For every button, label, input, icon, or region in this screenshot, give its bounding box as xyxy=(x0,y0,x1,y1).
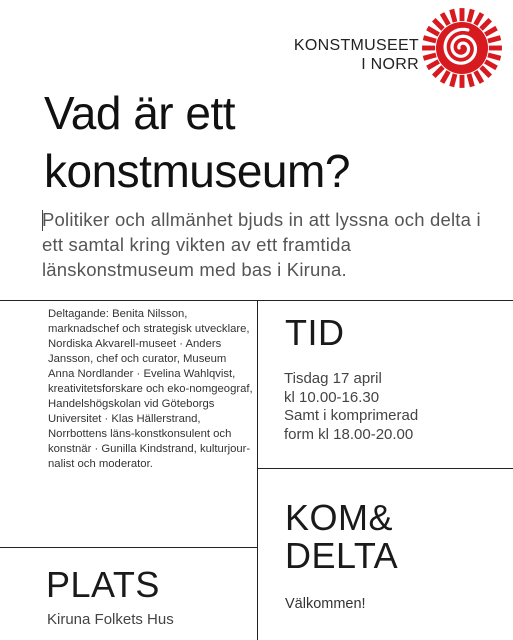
title-line-1: Vad är ett xyxy=(44,87,236,139)
participants-text: Deltagande: Benita Nilsson, marknadschef och strategisk utvecklare, Nordiska Akvarell-museet · Anders Jansson, chef och curator, Museum Anna Nordlander · Evelina Wahlqvist, kreativitetsforskare och eko-nomgeograf, Handelshögskolan vid Göteborgs Universitet · Klas Hällerstrand, Norrbottens läns-konstkonsulent och konstnär · Gunilla Kindstrand, kulturjour-nalist och moderator. xyxy=(48,308,253,470)
page-title xyxy=(44,84,350,200)
divider-horizontal-left xyxy=(0,547,257,548)
logo-wordmark xyxy=(294,36,419,74)
kom-heading-line-1: KOM& xyxy=(285,497,394,538)
sun-spiral-icon xyxy=(420,6,504,95)
tid-line: kl 10.00-16.30 xyxy=(284,388,380,406)
tid-line: form kl 18.00-20.00 xyxy=(284,425,414,443)
logo-line-1: KONSTMUSEET xyxy=(293,37,419,54)
welcome-text: Välkommen! xyxy=(285,596,366,612)
tid-details xyxy=(284,370,504,444)
title-line-2: konstmuseum? xyxy=(44,145,350,197)
kom-heading-line-2: DELTA xyxy=(285,535,399,576)
tid-heading: TID xyxy=(285,312,345,353)
intro-paragraph: Politiker och allmänhet bjuds in att lyssna och delta i ett samtal kring vikten av ett framtida länskonstmuseum med bas i Kiruna. xyxy=(42,209,481,280)
plats-location: Kiruna Folkets Hus xyxy=(47,611,174,628)
divider-horizontal-right xyxy=(257,468,513,469)
kom-delta-heading xyxy=(285,499,505,575)
tid-line: Tisdag 17 april xyxy=(284,370,382,387)
divider-vertical xyxy=(257,300,258,640)
logo-line-2: I NORR xyxy=(361,56,419,73)
plats-heading: PLATS xyxy=(46,564,160,605)
tid-line: Samt i komprimerad xyxy=(284,407,419,424)
